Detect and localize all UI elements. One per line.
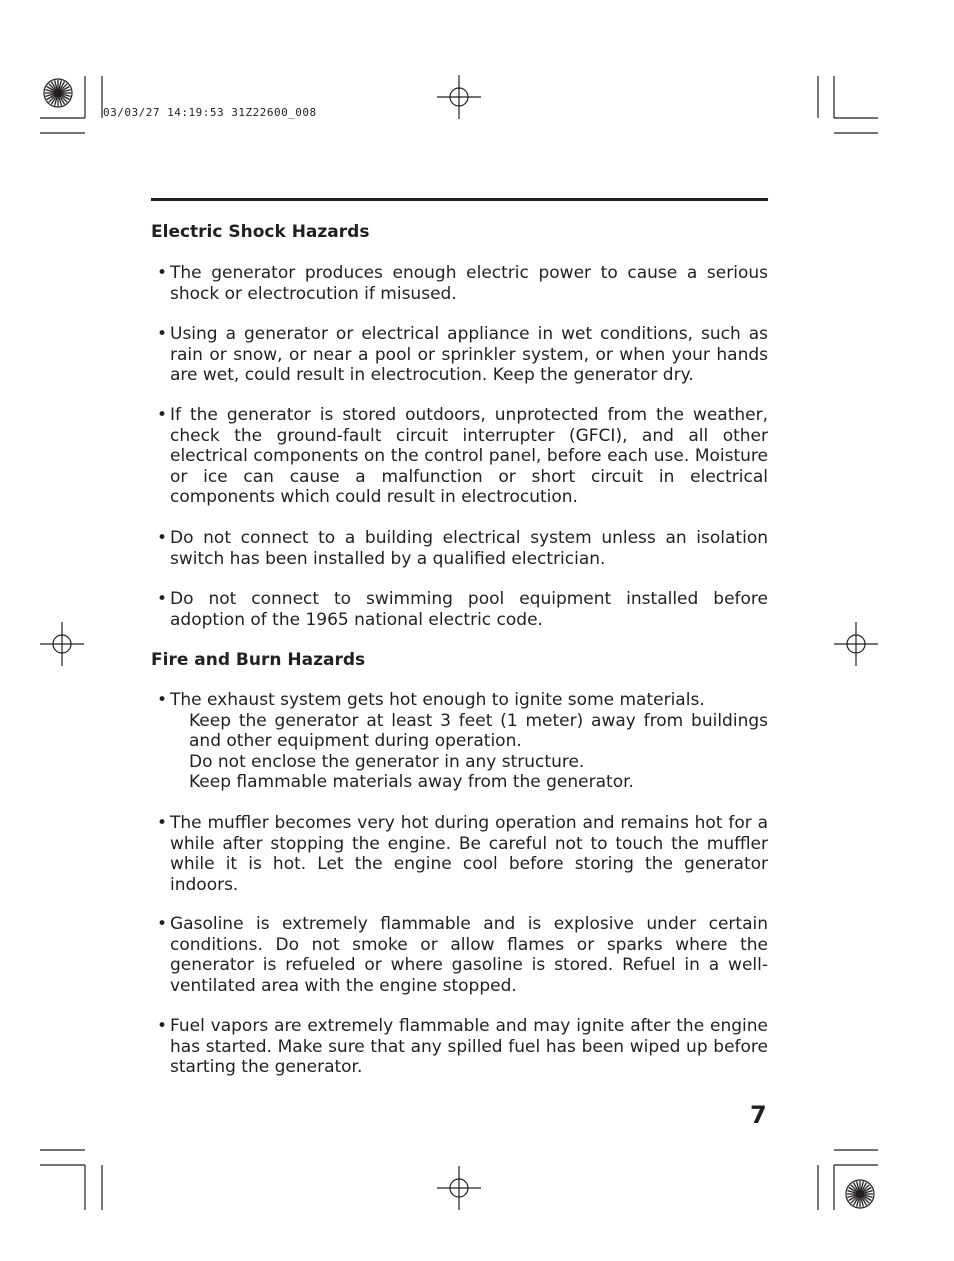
starburst-mark-bottom-right bbox=[846, 1180, 874, 1208]
list-item-text: Using a generator or electrical appliance in wet conditions, such as rain or snow, or near a pool or sprinkler system, or when your hands are wet, could result in electrocution. Keep the generator dry. bbox=[170, 324, 768, 385]
header-rule bbox=[151, 198, 768, 201]
list-item-text: The muffler becomes very hot during operation and remains hot for a while after stopping the engine. Be careful not to touch the muffler while it is hot. Let the engine cool before storing the generator indoors. bbox=[170, 813, 768, 895]
list-item bbox=[157, 405, 768, 508]
list-item bbox=[157, 324, 768, 386]
list-item bbox=[157, 690, 768, 793]
registration-mark-bottom bbox=[437, 1166, 481, 1210]
bullet-icon: • bbox=[157, 1016, 168, 1036]
registration-mark-left bbox=[40, 622, 84, 666]
list-item bbox=[157, 263, 768, 304]
registration-mark-top bbox=[437, 75, 481, 119]
list-item-subtext: Keep the generator at least 3 feet (1 meter) away from buildings and other equipment during operation. bbox=[189, 710, 768, 751]
bullet-icon: • bbox=[157, 914, 168, 934]
list-item bbox=[157, 813, 768, 895]
bullet-icon: • bbox=[157, 263, 168, 283]
section-heading-fire-burn: Fire and Burn Hazards bbox=[151, 650, 366, 670]
list-item-text: The generator produces enough electric power to cause a serious shock or electrocution if misused. bbox=[170, 263, 768, 304]
starburst-mark-top-left bbox=[44, 79, 72, 107]
list-item bbox=[157, 1016, 768, 1078]
registration-mark-right bbox=[834, 622, 878, 666]
bullet-icon: • bbox=[157, 589, 168, 609]
list-item-text: The exhaust system gets hot enough to ignite some materials. bbox=[170, 690, 705, 710]
list-item-subtext: Do not enclose the generator in any structure. bbox=[189, 751, 585, 772]
list-item bbox=[157, 589, 768, 630]
list-item-text: Fuel vapors are extremely flammable and may ignite after the engine has started. Make sure that any spilled fuel has been wiped up before starting the generator. bbox=[170, 1016, 768, 1077]
list-item-text: If the generator is stored outdoors, unprotected from the weather, check the ground-fault circuit interrupter (GFCI), and all other electrical components on the control panel, before each use. Moisture or ice can cause a malfunction or short circuit in electrical components which could result in electrocution. bbox=[170, 405, 768, 507]
list-item-text: Gasoline is extremely flammable and is explosive under certain conditions. Do not smoke or allow flames or sparks where the generator is refueled or where gasoline is stored. Refuel in a well-ventilated area with the engine stopped. bbox=[170, 914, 768, 996]
list-item bbox=[157, 914, 768, 996]
bullet-icon: • bbox=[157, 690, 168, 710]
list-item-text: Do not connect to a building electrical system unless an isolation switch has been installed by a qualified electrician. bbox=[170, 528, 768, 569]
section-heading-electric-shock: Electric Shock Hazards bbox=[151, 222, 370, 242]
page-number: 7 bbox=[750, 1101, 767, 1129]
list-item-text: Do not connect to swimming pool equipment installed before adoption of the 1965 national electric code. bbox=[170, 589, 768, 630]
bullet-icon: • bbox=[157, 813, 168, 833]
bullet-icon: • bbox=[157, 528, 168, 548]
list-item bbox=[157, 528, 768, 569]
print-slug: 03/03/27 14:19:53 31Z22600_008 bbox=[103, 106, 317, 119]
bullet-icon: • bbox=[157, 405, 168, 425]
list-item-subtext: Keep flammable materials away from the generator. bbox=[189, 772, 634, 792]
bullet-icon: • bbox=[157, 324, 168, 344]
